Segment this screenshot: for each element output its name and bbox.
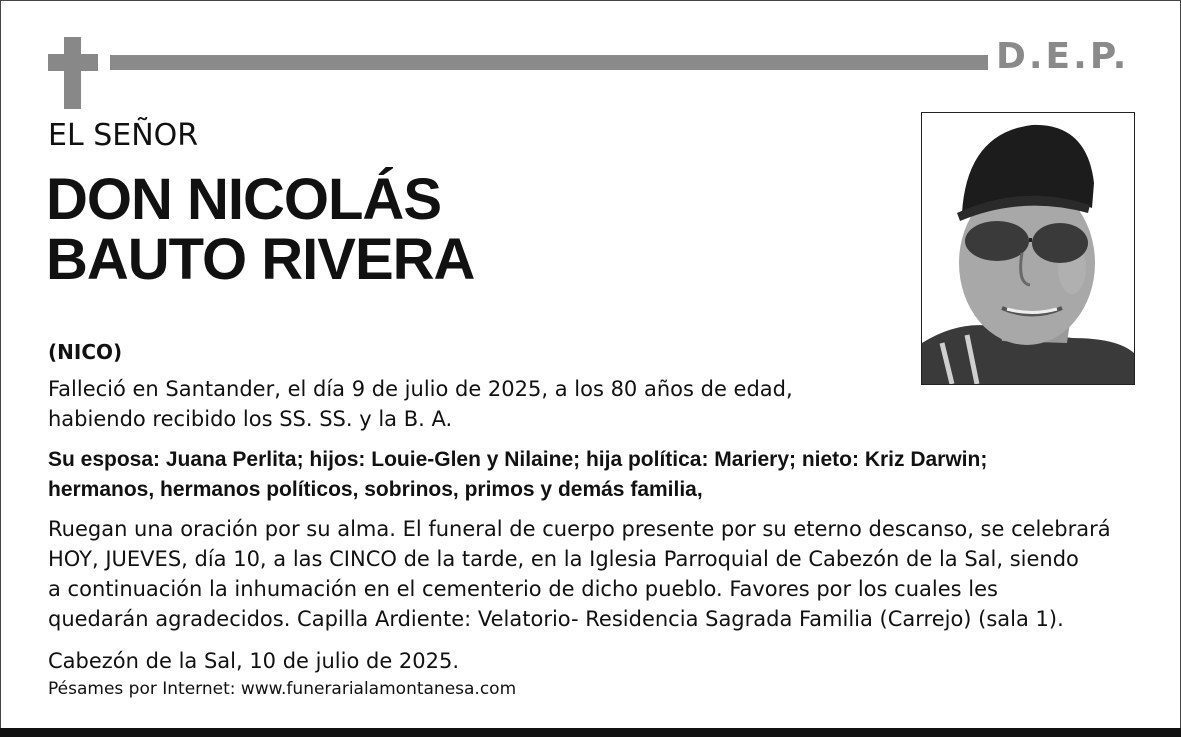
cross-icon-bar (48, 54, 98, 71)
bottom-border (0, 728, 1181, 737)
header-rule (110, 55, 988, 70)
portrait-photo (921, 112, 1135, 385)
family-line-2: hermanos, hermanos políticos, sobrinos, primos y demás familia, (48, 478, 703, 501)
condolences-link: Pésames por Internet: www.funerarialamontanesa.com (48, 679, 517, 699)
funeral-line-1: Ruegan una oración por su alma. El funeral de cuerpo presente por su eterno descanso, se celebrará (48, 517, 1111, 541)
name-line-1: DON NICOLÁS (46, 167, 441, 232)
portrait-image (922, 113, 1134, 384)
place-date: Cabezón de la Sal, 10 de julio de 2025. (48, 649, 460, 673)
nickname: (NICO) (48, 340, 123, 364)
name-line-2: BAUTO RIVERA (46, 227, 475, 292)
deceased-name (46, 167, 475, 292)
death-notice (48, 374, 793, 434)
death-notice-line-1: Falleció en Santander, el día 9 de julio de 2025, a los 80 años de edad, (48, 377, 793, 401)
family-line-1: Su esposa: Juana Perlita; hijos: Louie-Glen y Nilaine; hija política: Mariery; nieto: Kriz Darwin; (48, 448, 988, 471)
family-list (48, 445, 987, 505)
funeral-details (48, 514, 1111, 634)
cross-icon (64, 37, 81, 109)
dep-heading: D.E.P. (996, 36, 1130, 77)
death-notice-line-2: habiendo recibido los SS. SS. y la B. A. (48, 407, 453, 431)
funeral-line-4: quedarán agradecidos. Capilla Ardiente: Velatorio- Residencia Sagrada Familia (Carrejo) (sala 1). (48, 607, 1064, 631)
title-label: EL SEÑOR (48, 118, 199, 153)
funeral-line-3: a continuación la inhumación en el cementerio de dicho pueblo. Favores por los cuales les (48, 577, 998, 601)
funeral-line-2: HOY, JUEVES, día 10, a las CINCO de la tarde, en la Iglesia Parroquial de Cabezón de la Sal, siendo (48, 547, 1079, 571)
